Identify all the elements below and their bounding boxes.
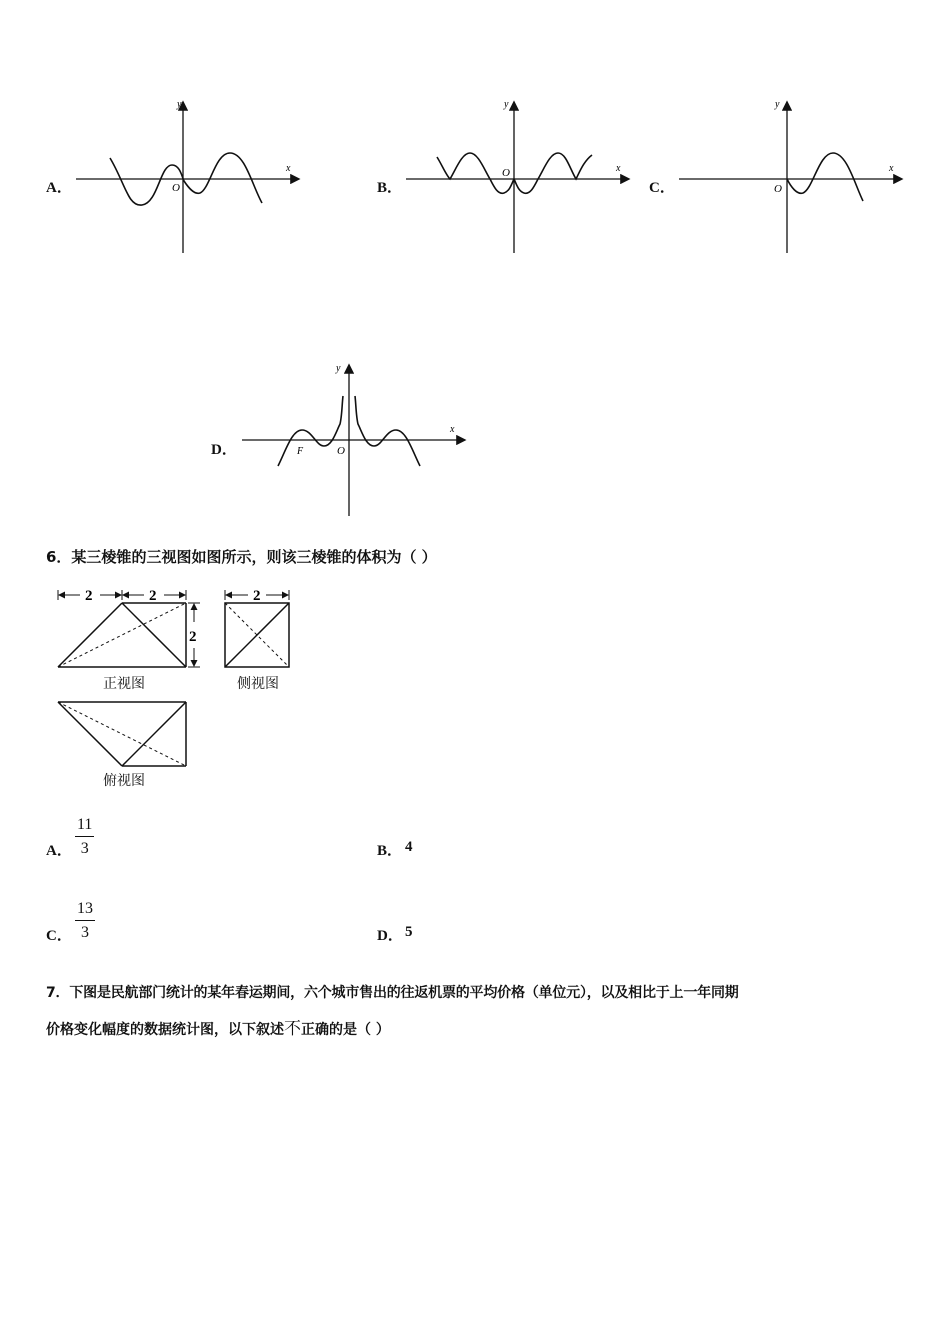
q6-option-c-label: C． (46, 928, 72, 944)
front-dim-right: 2 (149, 588, 157, 604)
q6-option-d-label: D． (377, 928, 403, 944)
q7-stem-line1: 7．下图是民航部门统计的某年春运期间，六个城市售出的往返机票的平均价格（单位元），以及相比于上一年同期 (46, 985, 739, 1001)
option-a-label: A． (46, 180, 72, 196)
y-label: y (504, 99, 509, 110)
q6-stem: 6．某三棱锥的三视图如图所示，则该三棱锥的体积为（ ） (46, 548, 437, 566)
fraction-numerator: 11 (75, 815, 94, 837)
x-label: x (889, 163, 894, 174)
option-b-graph (400, 95, 640, 260)
origin-label: O (774, 183, 782, 195)
y-label: y (775, 99, 780, 110)
q6-option-a-label: A． (46, 843, 72, 859)
top-view-caption: 俯视图 (103, 773, 145, 789)
origin-label: O (502, 167, 510, 179)
y-label: y (336, 363, 341, 374)
option-a-graph (70, 95, 310, 260)
q6-option-a-fraction (75, 815, 94, 859)
option-b-label: B． (377, 180, 403, 196)
q6-option-d-value: 5 (405, 924, 413, 940)
fraction-denominator: 3 (81, 924, 89, 941)
x-label: x (286, 163, 291, 174)
q6-option-b-label: B． (377, 843, 403, 859)
q7-stem-line2-post: 正确的是（ ） (301, 1022, 390, 1038)
side-view-caption: 侧视图 (237, 676, 279, 692)
curve-d-right (355, 396, 420, 466)
q6-option-b-value: 4 (405, 839, 413, 855)
q7-stem-line2 (46, 1019, 390, 1040)
front-dim-left: 2 (85, 588, 93, 604)
q6-option-c-fraction (75, 899, 95, 943)
x-label: x (450, 424, 455, 435)
origin-label: O (337, 445, 345, 457)
x-label: x (616, 163, 621, 174)
front-view-caption: 正视图 (103, 676, 145, 692)
curve-d-left (278, 396, 343, 466)
option-d-graph (236, 358, 476, 523)
q7-stem-emphasis: 不 (284, 1019, 301, 1039)
curve-c (787, 153, 863, 201)
option-c-graph (673, 95, 913, 260)
origin-label: O (172, 182, 180, 194)
option-d-label: D． (211, 442, 237, 458)
top-view (44, 696, 204, 776)
y-label: y (177, 99, 182, 110)
side-dim-top: 2 (253, 588, 261, 604)
q7-stem-line2-pre: 价格变化幅度的数据统计图，以下叙述 (46, 1022, 284, 1038)
option-c-label: C． (649, 180, 675, 196)
front-dim-height: 2 (189, 629, 197, 645)
fraction-numerator: 13 (75, 899, 95, 921)
f-label: F (297, 446, 304, 457)
fraction-denominator: 3 (80, 840, 89, 857)
